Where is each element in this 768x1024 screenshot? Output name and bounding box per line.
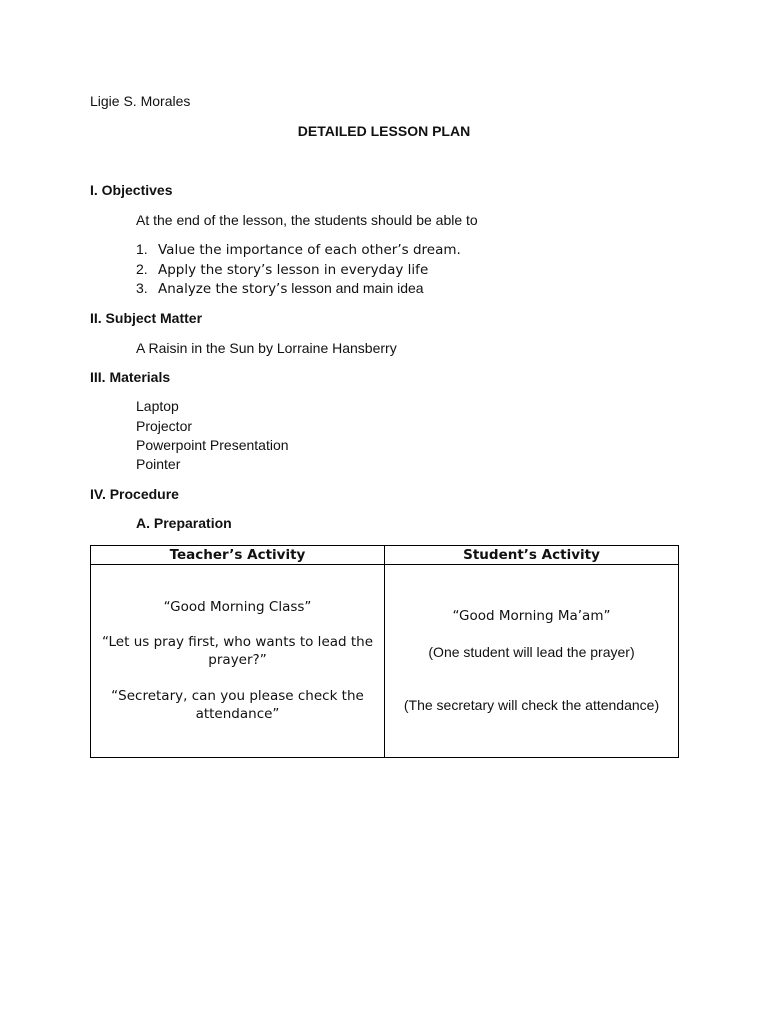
procedure-heading: IV. Procedure: [90, 486, 179, 502]
objective-item: [136, 261, 428, 278]
objective-number: 2.: [136, 261, 148, 277]
objective-text: Value the importance of each other’s dream.: [158, 242, 461, 258]
objective-item: [136, 280, 424, 297]
student-activity-header: Student’s Activity: [463, 547, 600, 563]
teacher-activity-header: Teacher’s Activity: [169, 547, 306, 563]
material-item: Powerpoint Presentation: [136, 437, 289, 453]
document-title: DETAILED LESSON PLAN: [297, 123, 471, 139]
objective-item: [136, 241, 461, 258]
objective-number: 3.: [136, 280, 148, 296]
teacher-prayer-line2: prayer?”: [208, 652, 267, 668]
objective-number: 1.: [136, 241, 148, 257]
material-item: Laptop: [136, 398, 179, 414]
subject-matter-text: A Raisin in the Sun by Lorraine Hansberry: [136, 340, 397, 356]
objectives-intro: At the end of the lesson, the students should be able to: [136, 212, 478, 228]
student-greeting: “Good Morning Ma’am”: [452, 608, 611, 624]
materials-heading: III. Materials: [90, 369, 171, 385]
objective-text: Apply the story’s lesson in everyday life: [158, 262, 429, 278]
material-item: Projector: [136, 418, 193, 434]
table-header-divider: [91, 564, 678, 565]
preparation-heading: A. Preparation: [136, 515, 232, 531]
teacher-greeting: “Good Morning Class”: [163, 599, 312, 615]
objective-text-continued: lesson and main idea: [287, 280, 424, 296]
teacher-attendance-line1: “Secretary, can you please check the: [111, 688, 364, 704]
objectives-heading: I. Objectives: [90, 182, 173, 198]
subject-matter-heading: II. Subject Matter: [90, 310, 203, 326]
student-prayer: (One student will lead the prayer): [428, 644, 635, 660]
teacher-attendance-line2: attendance”: [195, 706, 280, 722]
material-item: Pointer: [136, 456, 181, 472]
student-attendance: (The secretary will check the attendance): [403, 697, 660, 713]
objective-text: Analyze the story’s: [158, 281, 288, 297]
activity-table: [90, 545, 679, 758]
author-name: Ligie S. Morales: [90, 93, 191, 109]
teacher-prayer-line1: “Let us pray first, who wants to lead the: [101, 634, 374, 650]
